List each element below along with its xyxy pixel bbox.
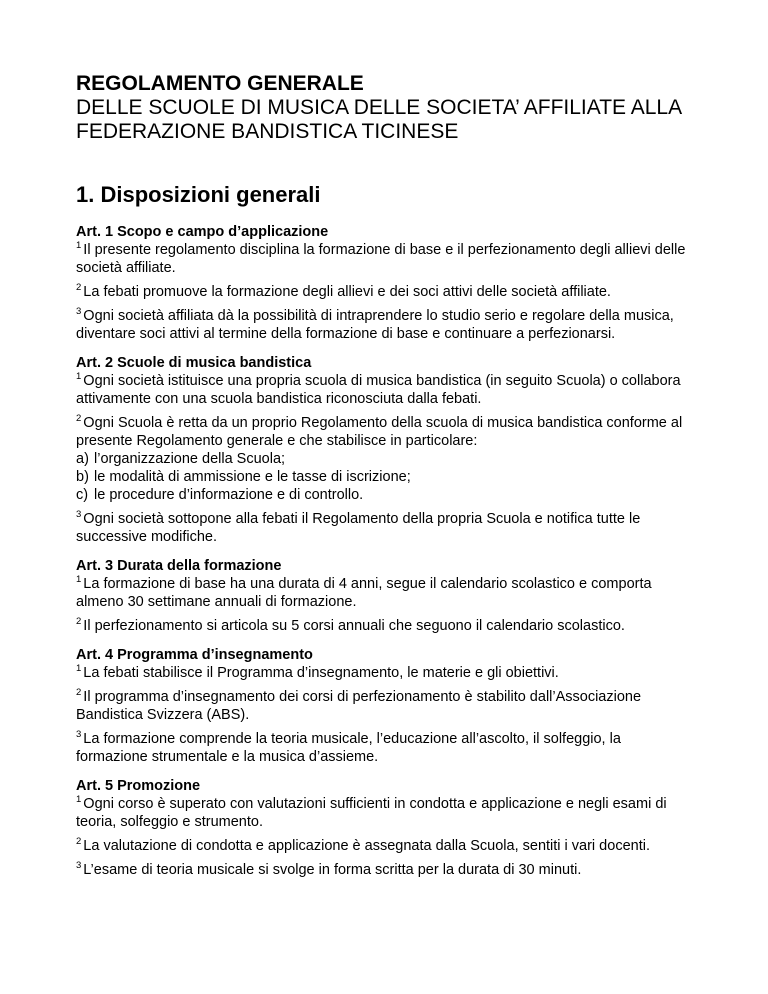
paragraph-number: 3 <box>76 860 82 871</box>
article-1 <box>76 224 688 343</box>
paragraph-number: 1 <box>76 240 82 251</box>
paragraph-text: Il perfezionamento si articola su 5 corsi annuali che seguono il calendario scolastico. <box>83 618 625 634</box>
paragraph <box>76 837 688 855</box>
list-item-text: le modalità di ammissione e le tasse di iscrizione; <box>94 469 411 485</box>
paragraph-text: Il presente regolamento disciplina la formazione di base e il perfezionamento degli allievi delle società affiliate. <box>76 242 686 276</box>
article-heading: Art. 3 Durata della formazione <box>76 558 282 574</box>
paragraph-text: La formazione di base ha una durata di 4 anni, segue il calendario scolastico e comporta almeno 30 settimane annuali di formazione. <box>76 576 652 610</box>
paragraph-text: Ogni società istituisce una propria scuola di musica bandistica (in seguito Scuola) o collabora attivamente con una scuola bandistica riconosciuta dalla febati. <box>76 373 681 407</box>
paragraph <box>76 510 688 546</box>
requirements-list <box>76 450 688 504</box>
title-main: REGOLAMENTO GENERALE <box>76 72 364 95</box>
article-heading: Art. 5 Promozione <box>76 778 201 794</box>
list-item <box>76 468 688 486</box>
paragraph-number: 3 <box>76 509 82 520</box>
paragraph-number: 2 <box>76 282 82 293</box>
section-heading: 1. Disposizioni generali <box>76 182 321 207</box>
paragraph <box>76 307 688 343</box>
paragraph <box>76 688 688 724</box>
paragraph-text: L’esame di teoria musicale si svolge in forma scritta per la durata di 30 minuti. <box>83 862 582 878</box>
document-title <box>76 72 688 144</box>
paragraph-number: 1 <box>76 794 82 805</box>
paragraph-number: 2 <box>76 836 82 847</box>
paragraph <box>76 241 688 277</box>
paragraph-number: 1 <box>76 371 82 382</box>
title-sub-line-2: FEDERAZIONE BANDISTICA TICINESE <box>76 120 459 143</box>
paragraph-number: 2 <box>76 413 82 424</box>
list-item <box>76 450 688 468</box>
paragraph-text: Ogni società sottopone alla febati il Regolamento della propria Scuola e notifica tutte le successive modifiche. <box>76 511 641 545</box>
paragraph-text: La formazione comprende la teoria musicale, l’educazione all’ascolto, il solfeggio, la formazione strumentale e la musica d’assieme. <box>76 731 621 765</box>
paragraph <box>76 617 688 635</box>
paragraph-text: Ogni Scuola è retta da un proprio Regolamento della scuola di musica bandistica conforme al presente Regolamento generale e che stabilisce in particolare: <box>76 415 683 449</box>
list-item <box>76 486 688 504</box>
paragraph-number: 1 <box>76 574 82 585</box>
list-item-letter: b) <box>76 469 89 485</box>
paragraph <box>76 861 688 879</box>
paragraph-number: 2 <box>76 616 82 627</box>
article-heading: Art. 4 Programma d’insegnamento <box>76 647 313 663</box>
list-item-text: le procedure d’informazione e di controllo. <box>94 487 364 503</box>
paragraph <box>76 730 688 766</box>
list-item-letter: c) <box>76 487 89 503</box>
article-2 <box>76 355 688 546</box>
list-item-text: l’organizzazione della Scuola; <box>94 451 286 467</box>
paragraph <box>76 283 688 301</box>
title-sub-line-1: DELLE SCUOLE DI MUSICA DELLE SOCIETA’ AFFILIATE ALLA <box>76 96 683 119</box>
paragraph <box>76 372 688 408</box>
article-heading: Art. 1 Scopo e campo d’applicazione <box>76 224 329 240</box>
paragraph <box>76 575 688 611</box>
paragraph-text: La valutazione di condotta e applicazione è assegnata dalla Scuola, sentiti i vari docenti. <box>83 838 650 854</box>
paragraph-number: 1 <box>76 663 82 674</box>
article-heading: Art. 2 Scuole di musica bandistica <box>76 355 312 371</box>
paragraph-number: 3 <box>76 729 82 740</box>
paragraph <box>76 414 688 450</box>
paragraph-text: La febati stabilisce il Programma d’insegnamento, le materie e gli obiettivi. <box>83 665 559 681</box>
article-4 <box>76 647 688 766</box>
paragraph <box>76 664 688 682</box>
article-3 <box>76 558 688 635</box>
article-5 <box>76 778 688 879</box>
paragraph-text: Ogni corso è superato con valutazioni sufficienti in condotta e applicazione e negli esami di teoria, solfeggio e strumento. <box>76 796 667 830</box>
paragraph <box>76 795 688 831</box>
paragraph-number: 3 <box>76 306 82 317</box>
paragraph-text: La febati promuove la formazione degli allievi e dei soci attivi delle società affiliate. <box>83 284 611 300</box>
paragraph-number: 2 <box>76 687 82 698</box>
paragraph-text: Ogni società affiliata dà la possibilità di intraprendere lo studio serio e regolare della musica, diventare soci attivi al termine della formazione di base e continuare a perfezionarsi. <box>76 308 674 342</box>
paragraph-text: Il programma d’insegnamento dei corsi di perfezionamento è stabilito dall’Associazione Bandistica Svizzera (ABS). <box>76 689 642 723</box>
list-item-letter: a) <box>76 451 89 467</box>
